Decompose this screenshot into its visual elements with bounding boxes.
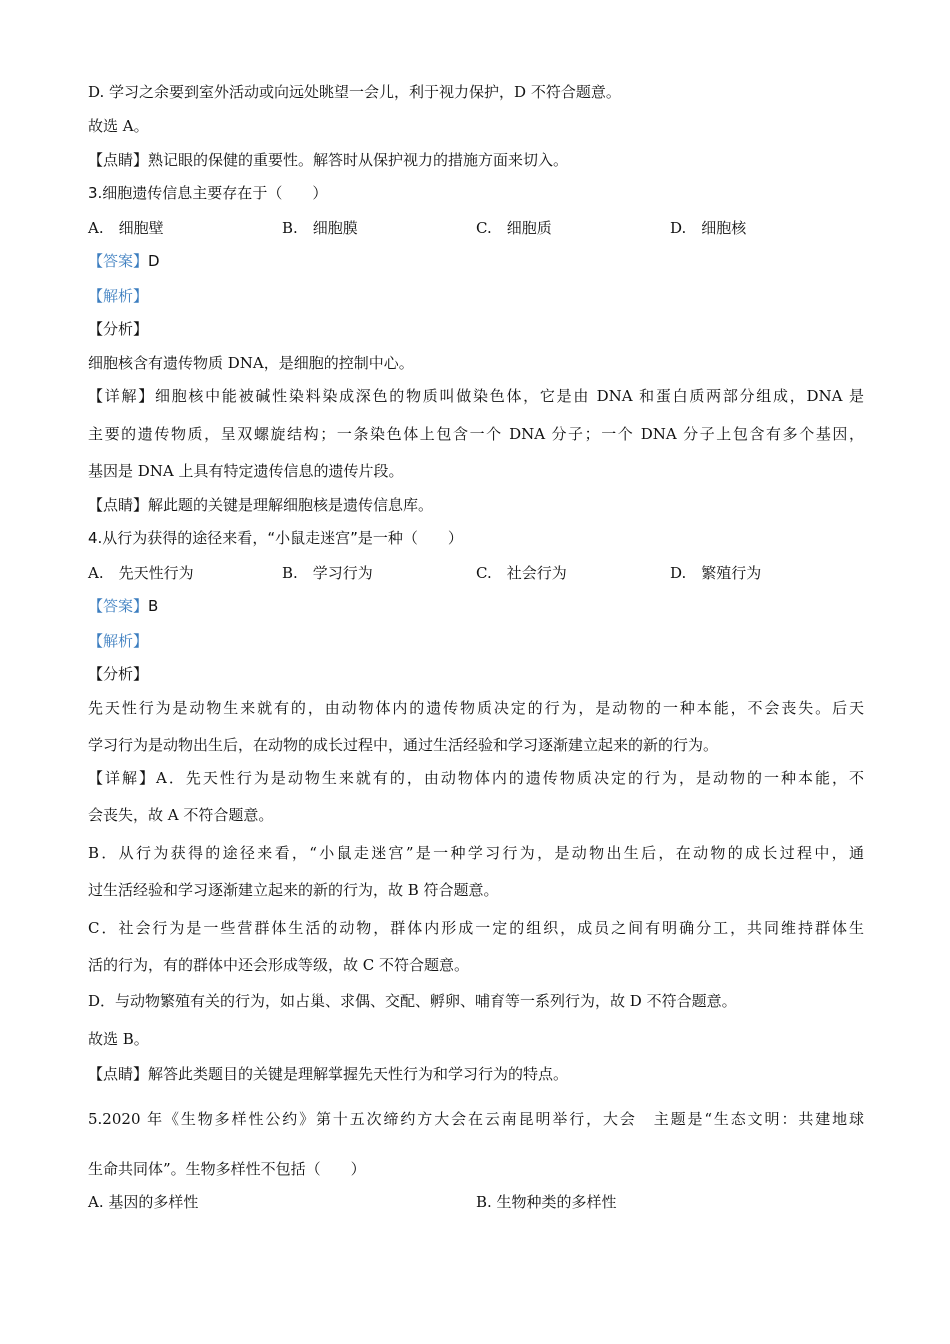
q4-answer [88, 596, 158, 616]
q4-detail-b-line-2: 过生活经验和学习逐渐建立起来的新的行为，故 B 符合题意。 [88, 881, 499, 899]
q3-option-b: B. 细胞膜 [282, 219, 358, 237]
q4-option-c: C. 社会行为 [476, 564, 567, 582]
tip: 【点睛】熟记眼的保健的重要性。解答时从保护视力的措施方面来切入。 [88, 151, 569, 169]
q3-option-d: D. 细胞核 [670, 219, 747, 237]
q4-detail-c-line-2: 活的行为，有的群体中还会形成等级，故 C 不符合题意。 [88, 956, 470, 974]
q4-detail-c-line-1: C．社会行为是一些营群体生活的动物，群体内形成一定的组织，成员之间有明确分工，共同维持群体生 [88, 919, 864, 937]
answer-value: B [148, 597, 159, 615]
q4-tip: 【点睛】解答此类题目的关键是理解掌握先天性行为和学习行为的特点。 [88, 1065, 569, 1083]
question-3-stem: 3.细胞遗传信息主要存在于（ ） [88, 184, 328, 202]
q3-tip: 【点睛】解此题的关键是理解细胞核是遗传信息库。 [88, 496, 434, 514]
q5-option-a: A. 基因的多样性 [88, 1193, 199, 1211]
q3-analysis-tag: 【分析】 [88, 320, 149, 338]
q3-option-c: C. 细胞质 [476, 219, 552, 237]
q3-explain-tag: 【解析】 [88, 287, 149, 305]
q4-option-d: D. 繁殖行为 [670, 564, 762, 582]
q4-detail-b-line-1: B．从行为获得的途径来看，“小鼠走迷宫”是一种学习行为，是动物出生后，在动物的成长过程中，通 [88, 844, 864, 862]
question-4-stem: 4.从行为获得的途径来看，“小鼠走迷宫”是一种（ ） [88, 529, 463, 547]
answer-tag: 【答案】 [88, 597, 149, 615]
q4-detail-d: D．与动物繁殖有关的行为，如占巢、求偶、交配、孵卵、哺育等一系列行为，故 D 不符合题意。 [88, 992, 737, 1010]
answer-value: D [148, 252, 160, 270]
question-5-stem-line-2: 生命共同体”。生物多样性不包括（ ） [88, 1160, 366, 1178]
q3-analysis: 细胞核含有遗传物质 DNA，是细胞的控制中心。 [88, 354, 414, 372]
conclusion: 故选 A。 [88, 117, 149, 135]
q5-option-b: B. 生物种类的多样性 [476, 1193, 617, 1211]
q3-detail-line-3: 基因是 DNA 上具有特定遗传信息的遗传片段。 [88, 462, 404, 480]
option-d-explanation: D. 学习之余要到室外活动或向远处眺望一会儿，利于视力保护，D 不符合题意。 [88, 83, 621, 101]
q3-answer [88, 251, 160, 271]
q3-option-a: A. 细胞壁 [88, 219, 164, 237]
q4-detail-a-line-2: 会丧失，故 A 不符合题意。 [88, 806, 274, 824]
q4-analysis-tag: 【分析】 [88, 665, 149, 683]
q3-detail-line-2: 主要的遗传物质，呈双螺旋结构；一条染色体上包含一个 DNA 分子；一个 DNA 分子上包含有多个基因， [88, 425, 864, 443]
question-5-stem-line-1: 5.2020 年《生物多样性公约》第十五次缔约方大会在云南昆明举行，大会 主题是“生态文明：共建地球 [88, 1110, 864, 1128]
q4-option-a: A. 先天性行为 [88, 564, 194, 582]
q4-conclusion: 故选 B。 [88, 1030, 149, 1048]
q3-detail-line-1: 【详解】细胞核中能被碱性染料染成深色的物质叫做染色体，它是由 DNA 和蛋白质两部分组成，DNA 是 [88, 387, 864, 405]
q4-explain-tag: 【解析】 [88, 632, 149, 650]
q4-analysis-line-2: 学习行为是动物出生后，在动物的成长过程中，通过生活经验和学习逐渐建立起来的新的行为。 [88, 736, 719, 754]
q4-option-b: B. 学习行为 [282, 564, 373, 582]
q4-analysis-line-1: 先天性行为是动物生来就有的，由动物体内的遗传物质决定的行为，是动物的一种本能，不会丧失。后天 [88, 699, 864, 717]
q4-detail-a-line-1: 【详解】A．先天性行为是动物生来就有的，由动物体内的遗传物质决定的行为，是动物的一种本能，不 [88, 769, 864, 787]
answer-tag: 【答案】 [88, 252, 149, 270]
